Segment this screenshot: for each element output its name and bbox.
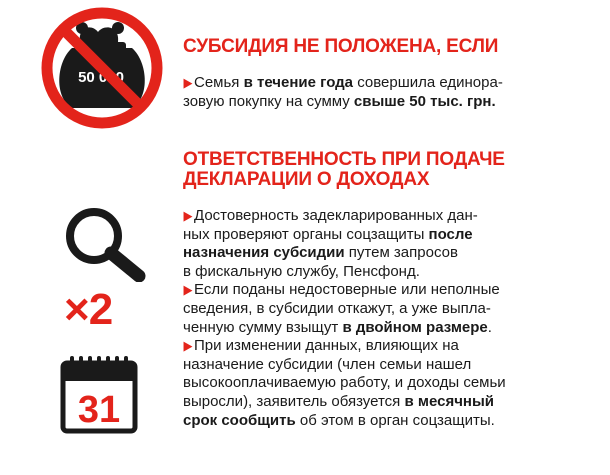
text-line [183,207,506,226]
emphasis-text: назначения субсидии [183,244,345,262]
emphasis-text: в месячный [404,392,495,410]
section2-paragraph [183,207,506,430]
text-segment: совершила единора- [353,74,503,91]
text-line [183,281,506,300]
text-segment: назначение субсидии (член семьи нашел [183,355,472,373]
text-line [183,93,503,112]
bag-amount: 50 000 [78,69,124,86]
section1-heading: СУБСИДИЯ НЕ ПОЛОЖЕНА, ЕСЛИ [183,36,499,57]
no-money-bag-icon [38,4,166,132]
text-line [183,263,506,282]
text-line [183,319,506,338]
calendar-icon [60,355,138,435]
section2-heading-line1: ОТВЕТСТВЕННОСТЬ ПРИ ПОДАЧЕ [183,149,505,170]
text-line [183,337,506,356]
bullet-arrow-icon: ▶ [183,282,193,298]
text-segment: При изменении данных, влияющих на [194,337,459,355]
text-segment: высокооплачиваемую работу, и доходы семьи [183,374,506,392]
text-segment: выросли), заявитель обязуется [183,392,405,410]
section2-heading-line2: ДЕКЛАРАЦИИ О ДОХОДАХ [183,169,430,190]
text-line [183,226,506,245]
text-line [183,300,506,319]
text-segment: Достоверность задекларированных дан- [194,207,478,224]
text-line [183,74,503,93]
bullet-arrow-icon: ▶ [183,208,193,223]
section1-paragraph [183,74,503,111]
text-line [183,244,506,263]
emphasis-text: в двойном размере [342,318,488,336]
text-segment: ных проверяют органы соцзащиты [183,225,429,243]
text-segment: путем запросов [344,244,458,262]
text-segment: об этом в орган соцзащиты. [295,411,495,429]
text-segment: сведения, в субсидии откажут, а уже выпла- [183,299,491,317]
text-segment: Если поданы недостоверные или неполные [194,281,500,299]
text-segment: в фискальную службу, Пенсфонд. [183,262,420,280]
emphasis-text: после [428,225,473,243]
text-segment: Семья [194,74,244,91]
text-line [183,374,506,393]
bullet-arrow-icon: ▶ [183,338,193,354]
text-line [183,393,506,412]
emphasis-text: свыше 50 тыс. грн. [353,92,496,110]
calendar-day: 31 [77,389,121,431]
text-segment: зовую покупку на сумму [183,92,354,110]
text-line [183,412,506,431]
multiplier-label: ×2 [64,285,113,334]
bullet-arrow-icon: ▶ [183,75,193,90]
text-line [183,356,506,375]
text-segment: . [487,318,492,336]
emphasis-text: в течение года [243,74,354,91]
text-segment: ченную сумму взыщут [183,318,343,336]
emphasis-text: срок сообщить [183,411,296,429]
magnifier-icon [62,206,150,282]
section2-heading [183,150,505,190]
